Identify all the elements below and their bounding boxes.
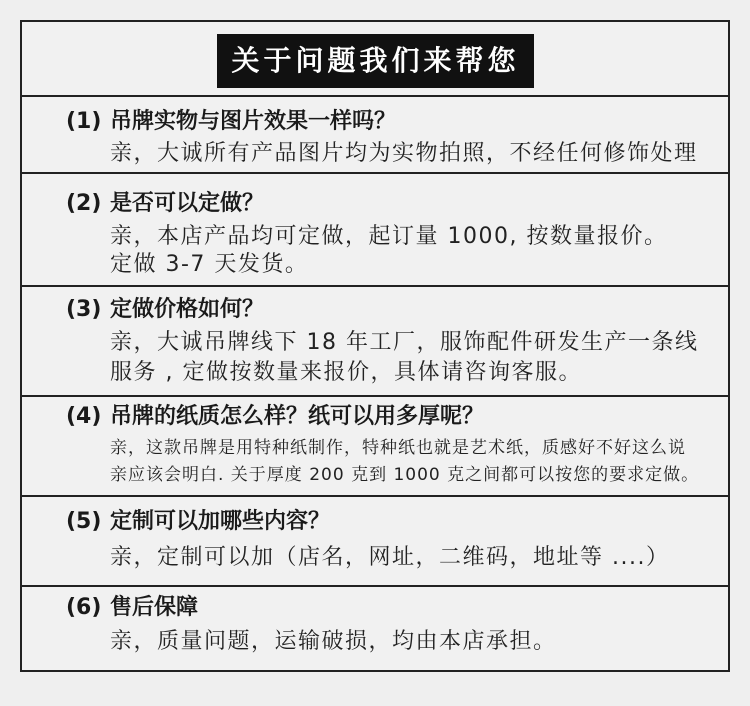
faq-question: 售后保障 <box>110 595 199 620</box>
page-title: 关于问题我们来帮您 <box>217 34 534 88</box>
faq-question: 吊牌实物与图片效果一样吗？ <box>110 109 397 134</box>
faq-item-1 <box>22 95 728 172</box>
faq-item-3 <box>22 285 728 395</box>
faq-question-line <box>66 190 728 218</box>
faq-answer-line: 服务 , 定做按数量来报价，具体请咨询客服。 <box>110 360 582 385</box>
faq-item-2 <box>22 172 728 285</box>
faq-number: (4) <box>66 404 102 429</box>
faq-question: 定制可以加哪些内容？ <box>110 509 331 534</box>
faq-answer-line: 亲，大诚所有产品图片均为实物拍照，不经任何修饰处理 <box>110 141 698 166</box>
faq-answer-line: 定做 3-7 天发货。 <box>110 252 309 277</box>
faq-number: (5) <box>66 509 102 534</box>
faq-answer-line: 亲，质量问题，运输破损，均由本店承担。 <box>110 629 557 654</box>
faq-panel <box>20 20 730 672</box>
faq-question-line <box>66 594 728 622</box>
header <box>22 22 728 95</box>
faq-question-line <box>66 296 728 324</box>
faq-number: (1) <box>66 109 102 134</box>
faq-question-line <box>66 108 728 136</box>
faq-item-5 <box>22 495 728 585</box>
faq-answer-line: 亲，定制可以加（店名，网址，二维码，地址等 ....） <box>110 545 670 570</box>
faq-number: (2) <box>66 191 102 216</box>
faq-item-4 <box>22 395 728 495</box>
faq-answer-line: 亲应该会明白. 关于厚度 200 克到 1000 克之间都可以按您的要求定做。 <box>110 465 700 485</box>
faq-question-line <box>66 403 728 431</box>
faq-answer-line: 亲，本店产品均可定做，起订量 1000, 按数量报价。 <box>110 224 668 249</box>
faq-question: 吊牌的纸质怎么样？纸可以用多厚呢？ <box>110 404 485 429</box>
faq-number: (3) <box>66 297 102 322</box>
faq-answer-line: 亲，这款吊牌是用特种纸制作，特种纸也就是艺术纸，质感好不好这么说 <box>110 438 686 458</box>
faq-question: 是否可以定做？ <box>110 191 265 216</box>
faq-question: 定做价格如何？ <box>110 297 265 322</box>
faq-question-line <box>66 508 728 536</box>
faq-answer-line: 亲，大诚吊牌线下 18 年工厂，服饰配件研发生产一条线 <box>110 330 699 355</box>
faq-item-6 <box>22 585 728 670</box>
faq-number: (6) <box>66 595 102 620</box>
